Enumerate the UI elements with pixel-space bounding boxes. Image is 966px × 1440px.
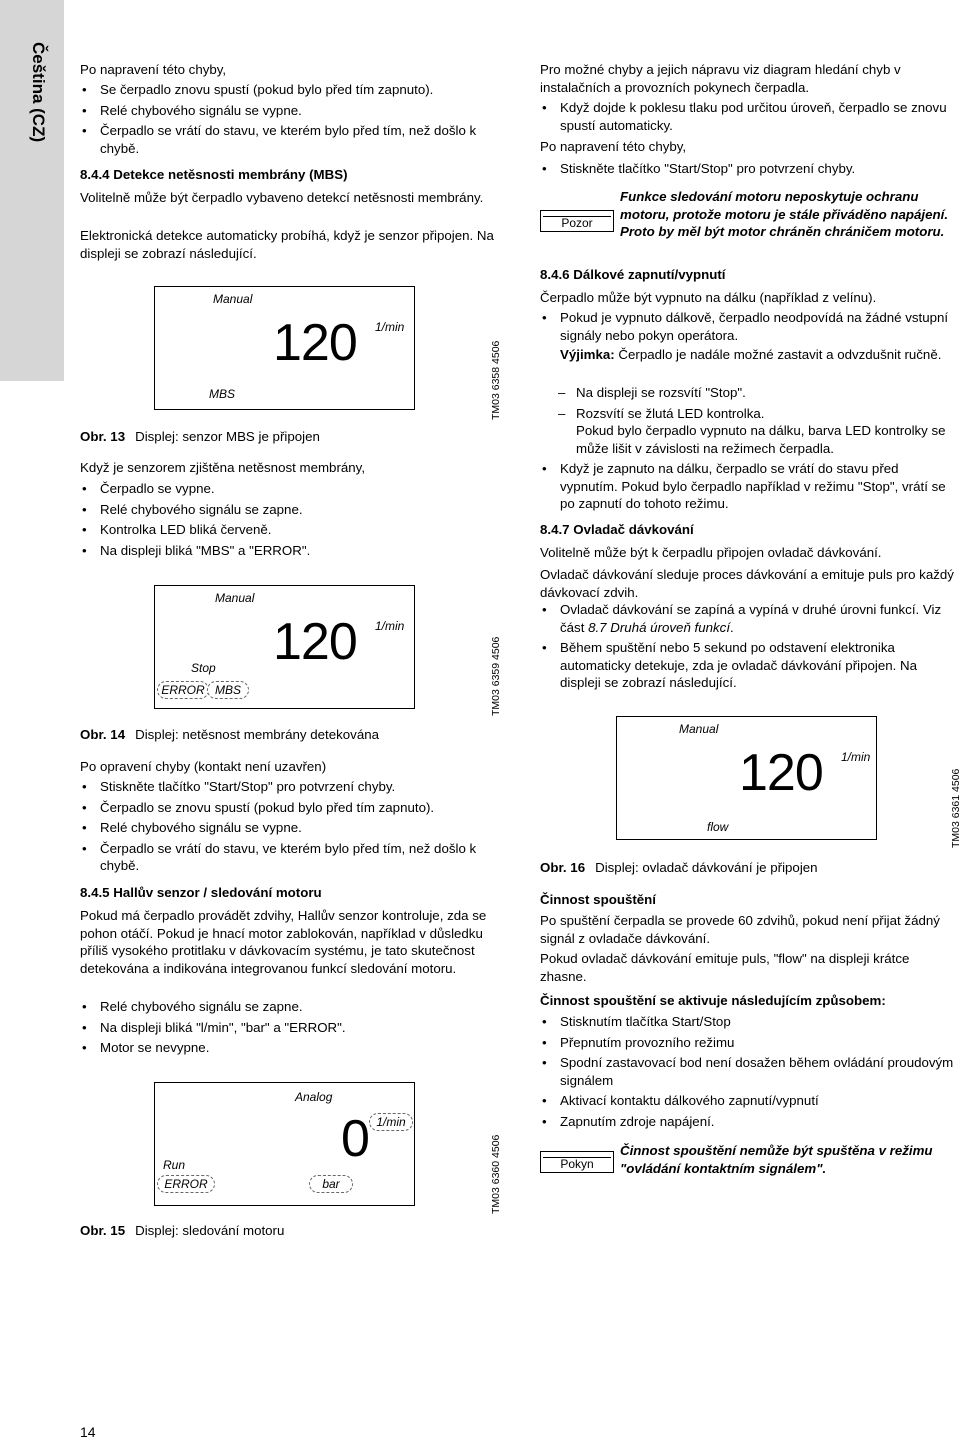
list-item: • Kontrolka LED bliká červeně.	[80, 521, 506, 539]
language-tab-label: Čeština (CZ)	[29, 42, 48, 143]
list-item: • Čerpadlo se vrátí do stavu, ve kterém bylo před tím, než došlo k chybě.	[80, 122, 506, 157]
pokyn-notice-box	[540, 1151, 614, 1173]
exception-note	[540, 346, 958, 364]
list-item: • Stisknutím tlačítka Start/Stop	[540, 1013, 958, 1031]
list-item: • Relé chybového signálu se zapne.	[80, 998, 506, 1016]
section-reference: 8.7 Druhá úroveň funkcí	[588, 619, 731, 635]
list-item: • Stiskněte tlačítko "Start/Stop" pro potvrzení chyby.	[80, 778, 506, 796]
paragraph: Po spuštění čerpadla se provede 60 zdvihů, pokud není přijat žádný signál z ovladače dávkování.	[540, 913, 940, 946]
list-item: • Spodní zastavovací bod není dosažen během ovládání proudovým signálem	[540, 1054, 958, 1089]
list-item: • Zapnutím zdroje napájení.	[540, 1113, 958, 1131]
paragraph: Elektronická detekce automaticky probíhá, když je senzor připojen. Na displeji se zobrazí následující.	[80, 228, 494, 261]
subheading: Činnost spouštění	[540, 892, 656, 907]
list-item: • Čerpadlo se vypne.	[80, 480, 506, 498]
caption-text: Displej: ovladač dávkování je připojen	[595, 860, 818, 875]
notice-label: Pokyn	[560, 1157, 594, 1171]
figure-label: Obr. 14	[80, 727, 126, 742]
display-figure-13	[154, 286, 415, 410]
figure-code: TM03 6358 4506	[490, 340, 502, 420]
subheading: Činnost spouštění se aktivuje následujícím způsobem:	[540, 993, 886, 1008]
exception-label: Výjimka:	[560, 347, 615, 362]
list-item: • Stiskněte tlačítko "Start/Stop" pro potvrzení chyby.	[540, 160, 958, 178]
unit-label: 1/min	[369, 1113, 413, 1131]
display-figure-15	[154, 1082, 415, 1206]
section-heading-844: 8.4.4 Detekce netěsnosti membrány (MBS)	[80, 167, 348, 182]
paragraph: Když je senzorem zjištěna netěsnost membrány,	[80, 460, 366, 475]
warning-text: Funkce sledování motoru neposkytuje ochranu motoru, protože motoru je stále přiváděno napájení. Proto by měl být motor chráněn chráničem motoru.	[620, 189, 949, 240]
figure-code: TM03 6361 4506	[950, 768, 962, 848]
figure-code: TM03 6359 4506	[490, 636, 502, 716]
bullets	[540, 601, 958, 692]
pozor-notice-box	[540, 210, 614, 232]
mode-label: Analog	[295, 1090, 333, 1104]
list-item: • Na displeji bliká "MBS" a "ERROR".	[80, 542, 506, 560]
figure-caption-16	[540, 859, 958, 877]
dash-list	[540, 384, 958, 422]
intro-text: Po napravení této chyby,	[80, 62, 227, 77]
bar-indicator: bar	[309, 1175, 353, 1193]
stop-indicator: Stop	[191, 661, 216, 675]
paragraph: Volitelně může být čerpadlo vybaveno detekcí netěsnosti membrány.	[80, 190, 484, 205]
section-heading-845: 8.4.5 Hallův senzor / sledování motoru	[80, 885, 322, 900]
list-item: • Na displeji bliká "l/min", "bar" a "ERROR".	[80, 1019, 506, 1037]
caption-text: Displej: netěsnost membrány detekována	[135, 727, 380, 742]
unit-label: 1/min	[841, 750, 871, 764]
figure-label: Obr. 13	[80, 429, 126, 444]
bullets	[540, 160, 958, 178]
list-item: • Čerpadlo se vrátí do stavu, ve kterém bylo před tím, než došlo k chybě.	[80, 840, 506, 875]
page-number: 14	[80, 1424, 96, 1440]
activation-bullets	[540, 1013, 958, 1131]
led-note: Pokud bylo čerpadlo vypnuto na dálku, barva LED kontrolky se může lišit v závislosti na režimech čerpadla.	[576, 423, 946, 456]
bullets	[540, 309, 958, 344]
display-value: 120	[739, 744, 823, 802]
display-figure-14	[154, 585, 415, 709]
list-item: • Relé chybového signálu se vypne.	[80, 102, 506, 120]
mode-label: Manual	[215, 591, 255, 605]
paragraph: Čerpadlo může být vypnuto na dálku (například z velínu).	[540, 290, 877, 305]
exception-text: Čerpadlo je nadále možné zastavit a odvzdušnit ručně.	[618, 347, 942, 362]
list-item: • Když dojde k poklesu tlaku pod určitou úroveň, čerpadlo se znovu spustí automaticky.	[540, 99, 958, 134]
paragraph: Po napravení této chyby,	[540, 139, 687, 154]
figure-caption-13	[80, 428, 506, 446]
language-side-tab	[0, 0, 64, 381]
bullet-text: .	[730, 619, 734, 635]
mode-label: Manual	[213, 292, 253, 306]
paragraph: Po opravení chyby (kontakt není uzavřen)	[80, 759, 327, 774]
list-item: • Motor se nevypne.	[80, 1039, 506, 1057]
flow-indicator: flow	[707, 820, 729, 834]
restart-bullets	[80, 81, 506, 157]
list-item: • Relé chybového signálu se vypne.	[80, 819, 506, 837]
mbs-bullets	[80, 480, 506, 559]
after-repair-bullets	[80, 778, 506, 875]
list-item: – Rozsvítí se žlutá LED kontrolka.	[556, 405, 958, 423]
figure-code: TM03 6360 4506	[490, 1134, 502, 1214]
list-item: • Pokud je vypnuto dálkově, čerpadlo neodpovídá na žádné vstupní signály nebo pokyn operátora.	[540, 309, 958, 344]
paragraph: Ovladač dávkování sleduje proces dávkování a emituje puls pro každý dávkovací zdvih.	[540, 567, 954, 600]
unit-label: 1/min	[375, 619, 405, 633]
mbs-indicator: MBS	[209, 387, 236, 401]
list-item: • Relé chybového signálu se zapne.	[80, 501, 506, 519]
display-value: 120	[273, 613, 357, 671]
paragraph: Volitelně může být k čerpadlu připojen ovladač dávkování.	[540, 545, 882, 560]
caption-text: Displej: sledování motoru	[135, 1223, 285, 1238]
bullet-text: Ovladač dávkování se zapíná a vypíná v druhé úrovni funkcí. Viz část	[560, 602, 942, 635]
display-value: 0	[341, 1110, 369, 1168]
display-value: 120	[273, 314, 357, 372]
list-item: • Během spuštění nebo 5 sekund po odstavení elektronika automaticky detekuje, zda je ovladač dávkování připojen. Na displeji se zobrazí následující.	[540, 639, 958, 692]
section-heading-846: 8.4.6 Dálkové zapnutí/vypnutí	[540, 267, 726, 282]
caption-text: Displej: senzor MBS je připojen	[135, 429, 320, 444]
section-heading-847: 8.4.7 Ovladač dávkování	[540, 522, 694, 537]
figure-caption-15	[80, 1222, 506, 1240]
list-item: • Aktivací kontaktu dálkového zapnutí/vypnutí	[540, 1092, 958, 1110]
figure-label: Obr. 15	[80, 1223, 126, 1238]
list-item: • Se čerpadlo znovu spustí (pokud bylo před tím zapnuto).	[80, 81, 506, 99]
note-text: Činnost spouštění nemůže být spuštěna v režimu "ovládání kontaktním signálem".	[620, 1143, 933, 1176]
notice-label: Pozor	[561, 216, 593, 230]
list-item: • Když je zapnuto na dálku, čerpadlo se vrátí do stavu před vypnutím. Pokud bylo čerpadlo například v režimu "Stop", vrátí se po zapnutí do tohoto režimu.	[540, 460, 958, 513]
bullets	[540, 99, 958, 134]
paragraph: Pokud ovladač dávkování emituje puls, "flow" na displeji krátce zhasne.	[540, 951, 910, 984]
paragraph: Pro možné chyby a jejich nápravu viz diagram hledání chyb v instalačních a provozních pokynech čerpadla.	[540, 62, 901, 95]
paragraph: Pokud má čerpadlo provádět zdvihy, Hallův senzor kontroluje, zda se pohon otáčí. Pokud je hnací motor zablokován, například v důsledku příliš vysokého protitlaku v dávkovacím systému, je tato skutečnost detekována a indikována integrovanou funkcí sledování motoru.	[80, 908, 487, 976]
mbs-indicator: MBS	[207, 681, 249, 699]
bullets	[540, 460, 958, 513]
figure-label: Obr. 16	[540, 860, 586, 875]
error-indicator: ERROR	[157, 1175, 215, 1193]
mode-label: Manual	[679, 722, 719, 736]
display-figure-16	[616, 716, 877, 840]
error-indicator: ERROR	[157, 681, 209, 699]
run-indicator: Run	[163, 1158, 186, 1172]
figure-caption-14	[80, 726, 506, 744]
list-item	[540, 601, 958, 636]
list-item: • Přepnutím provozního režimu	[540, 1034, 958, 1052]
list-item: – Na displeji se rozsvítí "Stop".	[556, 384, 958, 402]
hall-bullets	[80, 998, 506, 1057]
unit-label: 1/min	[375, 320, 405, 334]
list-item: • Čerpadlo se znovu spustí (pokud bylo před tím zapnuto).	[80, 799, 506, 817]
